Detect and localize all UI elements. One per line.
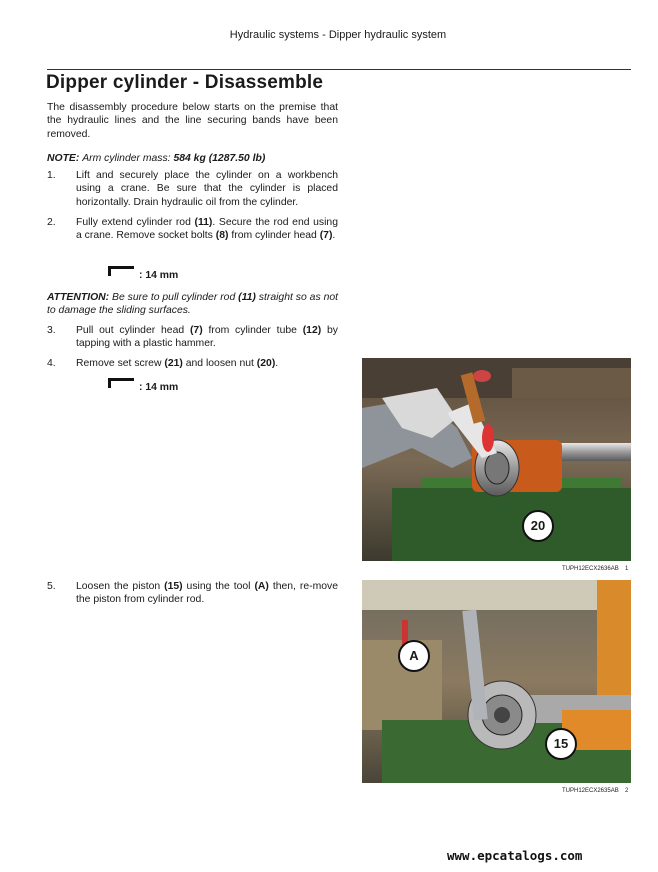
figure-1-code: TUPH12ECX2636AB bbox=[562, 566, 619, 572]
step-number: 3. bbox=[47, 325, 56, 336]
footer-watermark: www.epcatalogs.com bbox=[447, 848, 583, 863]
attention-paragraph bbox=[47, 291, 338, 318]
step-text-part: by tapping with a plastic hammer. bbox=[76, 325, 338, 350]
wrench-icon bbox=[108, 266, 134, 276]
step-text-part: using the tool bbox=[182, 581, 255, 592]
step-text-part: from cylinder tube bbox=[202, 325, 303, 336]
step-number: 5. bbox=[47, 581, 56, 592]
section-title: Dipper cylinder - Disassemble bbox=[46, 72, 324, 93]
part-ref: (20) bbox=[256, 358, 276, 369]
part-ref: (A) bbox=[254, 581, 269, 592]
part-ref: (12) bbox=[302, 325, 322, 336]
part-ref: (15) bbox=[164, 581, 183, 592]
intro-paragraph: The disassembly procedure below starts on the premise that the hydraulic lines and the line securing bands have been removed. bbox=[47, 102, 338, 140]
note-value: 584 kg (1287.50 lb) bbox=[173, 153, 266, 164]
wrench-size-text: : 14 mm bbox=[139, 382, 179, 393]
attention-text: straight so as not to damage the sliding surfaces. bbox=[47, 292, 339, 317]
step-text-part: . bbox=[332, 230, 336, 242]
page-header: Hydraulic systems - Dipper hydraulic system bbox=[229, 29, 447, 41]
step-text-part: and loosen nut bbox=[182, 358, 257, 369]
note-text: Arm cylinder mass: bbox=[82, 153, 171, 164]
piston-tool-photo bbox=[362, 580, 631, 783]
step-text-part: then, re-move the piston from cylinder rod. bbox=[76, 581, 338, 606]
step-text-part: from cylinder head bbox=[228, 230, 320, 242]
figure-1-photo bbox=[362, 358, 631, 561]
step-text bbox=[76, 324, 338, 351]
attention-text: Be sure to pull cylinder rod bbox=[109, 292, 239, 303]
header-rule bbox=[47, 69, 631, 70]
part-ref: (11) bbox=[194, 217, 213, 228]
step-number: 4. bbox=[47, 358, 56, 369]
part-ref: (8) bbox=[215, 230, 229, 242]
figure-2-photo bbox=[362, 580, 631, 783]
step-text bbox=[76, 580, 338, 607]
step-text: Lift and securely place the cylinder on a workbench using a crane. Be sure that the cylinder is placed horizontally. Drain hydraulic oil from the cylinder. bbox=[76, 170, 338, 208]
step-text bbox=[76, 357, 338, 370]
step-text-part: Loosen the piston bbox=[76, 581, 165, 592]
step-text-part: . Secure the rod end using a crane. Remove socket bolts bbox=[76, 217, 338, 242]
callout-A: A bbox=[398, 640, 430, 672]
wrench-size-text: : 14 mm bbox=[139, 270, 179, 281]
step-text bbox=[76, 216, 338, 243]
note-line bbox=[47, 152, 338, 165]
attention-label: ATTENTION: bbox=[47, 292, 110, 303]
note-label: NOTE: bbox=[47, 153, 80, 164]
wrench-icon bbox=[108, 378, 134, 388]
callout-20: 20 bbox=[522, 510, 554, 542]
step-text-part: Pull out cylinder head bbox=[76, 325, 190, 336]
part-ref: (7) bbox=[189, 325, 203, 336]
step-number: 2. bbox=[47, 217, 56, 228]
figure-2-code: TUPH12ECX2635AB bbox=[562, 788, 619, 794]
figure-1-number: 1 bbox=[625, 566, 629, 572]
cylinder-nut-photo bbox=[362, 358, 631, 561]
step-number: 1. bbox=[47, 170, 56, 181]
wrench-size-1 bbox=[108, 266, 208, 282]
figure-2-number: 2 bbox=[625, 788, 629, 794]
step-text-part: Fully extend cylinder rod bbox=[76, 217, 195, 228]
wrench-size-2 bbox=[108, 378, 208, 394]
step-text-part: Remove set screw bbox=[76, 358, 165, 369]
part-ref: (7) bbox=[319, 230, 333, 242]
callout-15: 15 bbox=[545, 728, 577, 760]
part-ref: (21) bbox=[164, 358, 183, 369]
step-text-part: . bbox=[275, 358, 279, 369]
part-ref: (11) bbox=[238, 292, 256, 303]
